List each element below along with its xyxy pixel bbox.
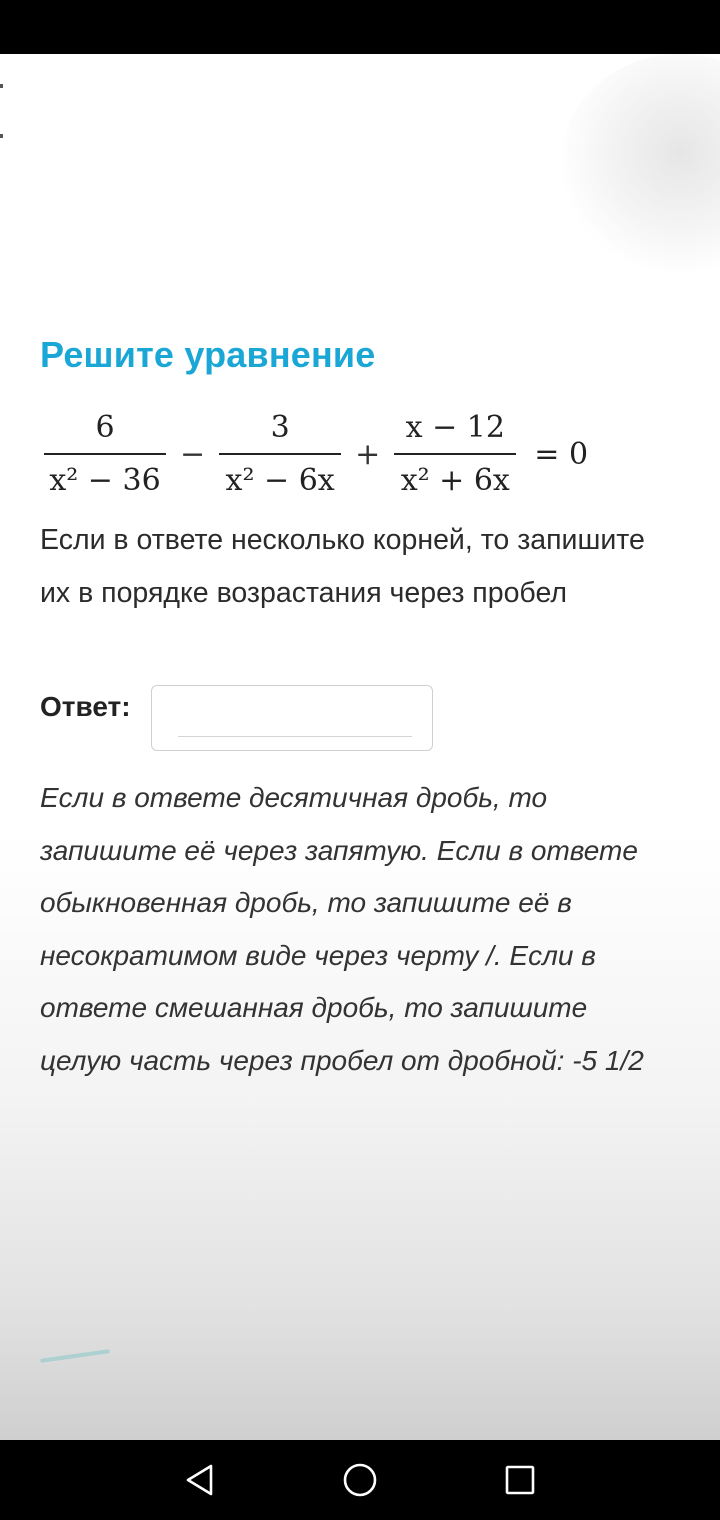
- back-triangle-icon: [183, 1463, 217, 1497]
- denominator-2: x² − 6x: [225, 463, 335, 498]
- home-circle-icon: [342, 1462, 378, 1498]
- edge-mark: [0, 84, 3, 88]
- equation: [40, 404, 680, 504]
- back-button[interactable]: [180, 1460, 220, 1500]
- numerator-3: x − 12: [394, 410, 516, 455]
- plus-operator: +: [355, 436, 381, 472]
- status-bar: [0, 0, 720, 54]
- denominator-1: x² − 36: [49, 463, 161, 498]
- numerator-1: 6: [44, 410, 166, 455]
- edge-mark: [0, 134, 3, 138]
- minus-operator: −: [180, 436, 206, 472]
- navigation-bar: [0, 1440, 720, 1520]
- format-note: Если в ответе десятичная дробь, то запишите её через запятую. Если в ответе обыкновенная дробь, то запишите её в несократимом виде через черту /. Если в ответе смешанная дробь, то запишите целую часть через пробел от дробной: -5 1/2: [40, 782, 644, 1076]
- answer-label: Ответ:: [40, 691, 131, 722]
- page-content: [0, 54, 720, 1440]
- answer-input[interactable]: [178, 700, 412, 737]
- equals-zero: = 0: [534, 436, 589, 472]
- home-button[interactable]: [340, 1460, 380, 1500]
- screen-smudge: [40, 1349, 110, 1363]
- fraction-term-3: [390, 410, 520, 498]
- recents-square-icon: [503, 1463, 537, 1497]
- denominator-3: x² + 6x: [400, 463, 510, 498]
- instruction-text: Если в ответе несколько корней, то запишите их в порядке возрастания через пробел: [40, 524, 645, 609]
- fraction-term-2: [215, 410, 345, 498]
- recents-button[interactable]: [500, 1460, 540, 1500]
- camera-glare: [560, 54, 720, 274]
- fraction-term-1: [40, 410, 170, 498]
- numerator-2: 3: [219, 410, 341, 455]
- task-title: Решите уравнение: [40, 334, 376, 375]
- answer-box[interactable]: [151, 685, 433, 751]
